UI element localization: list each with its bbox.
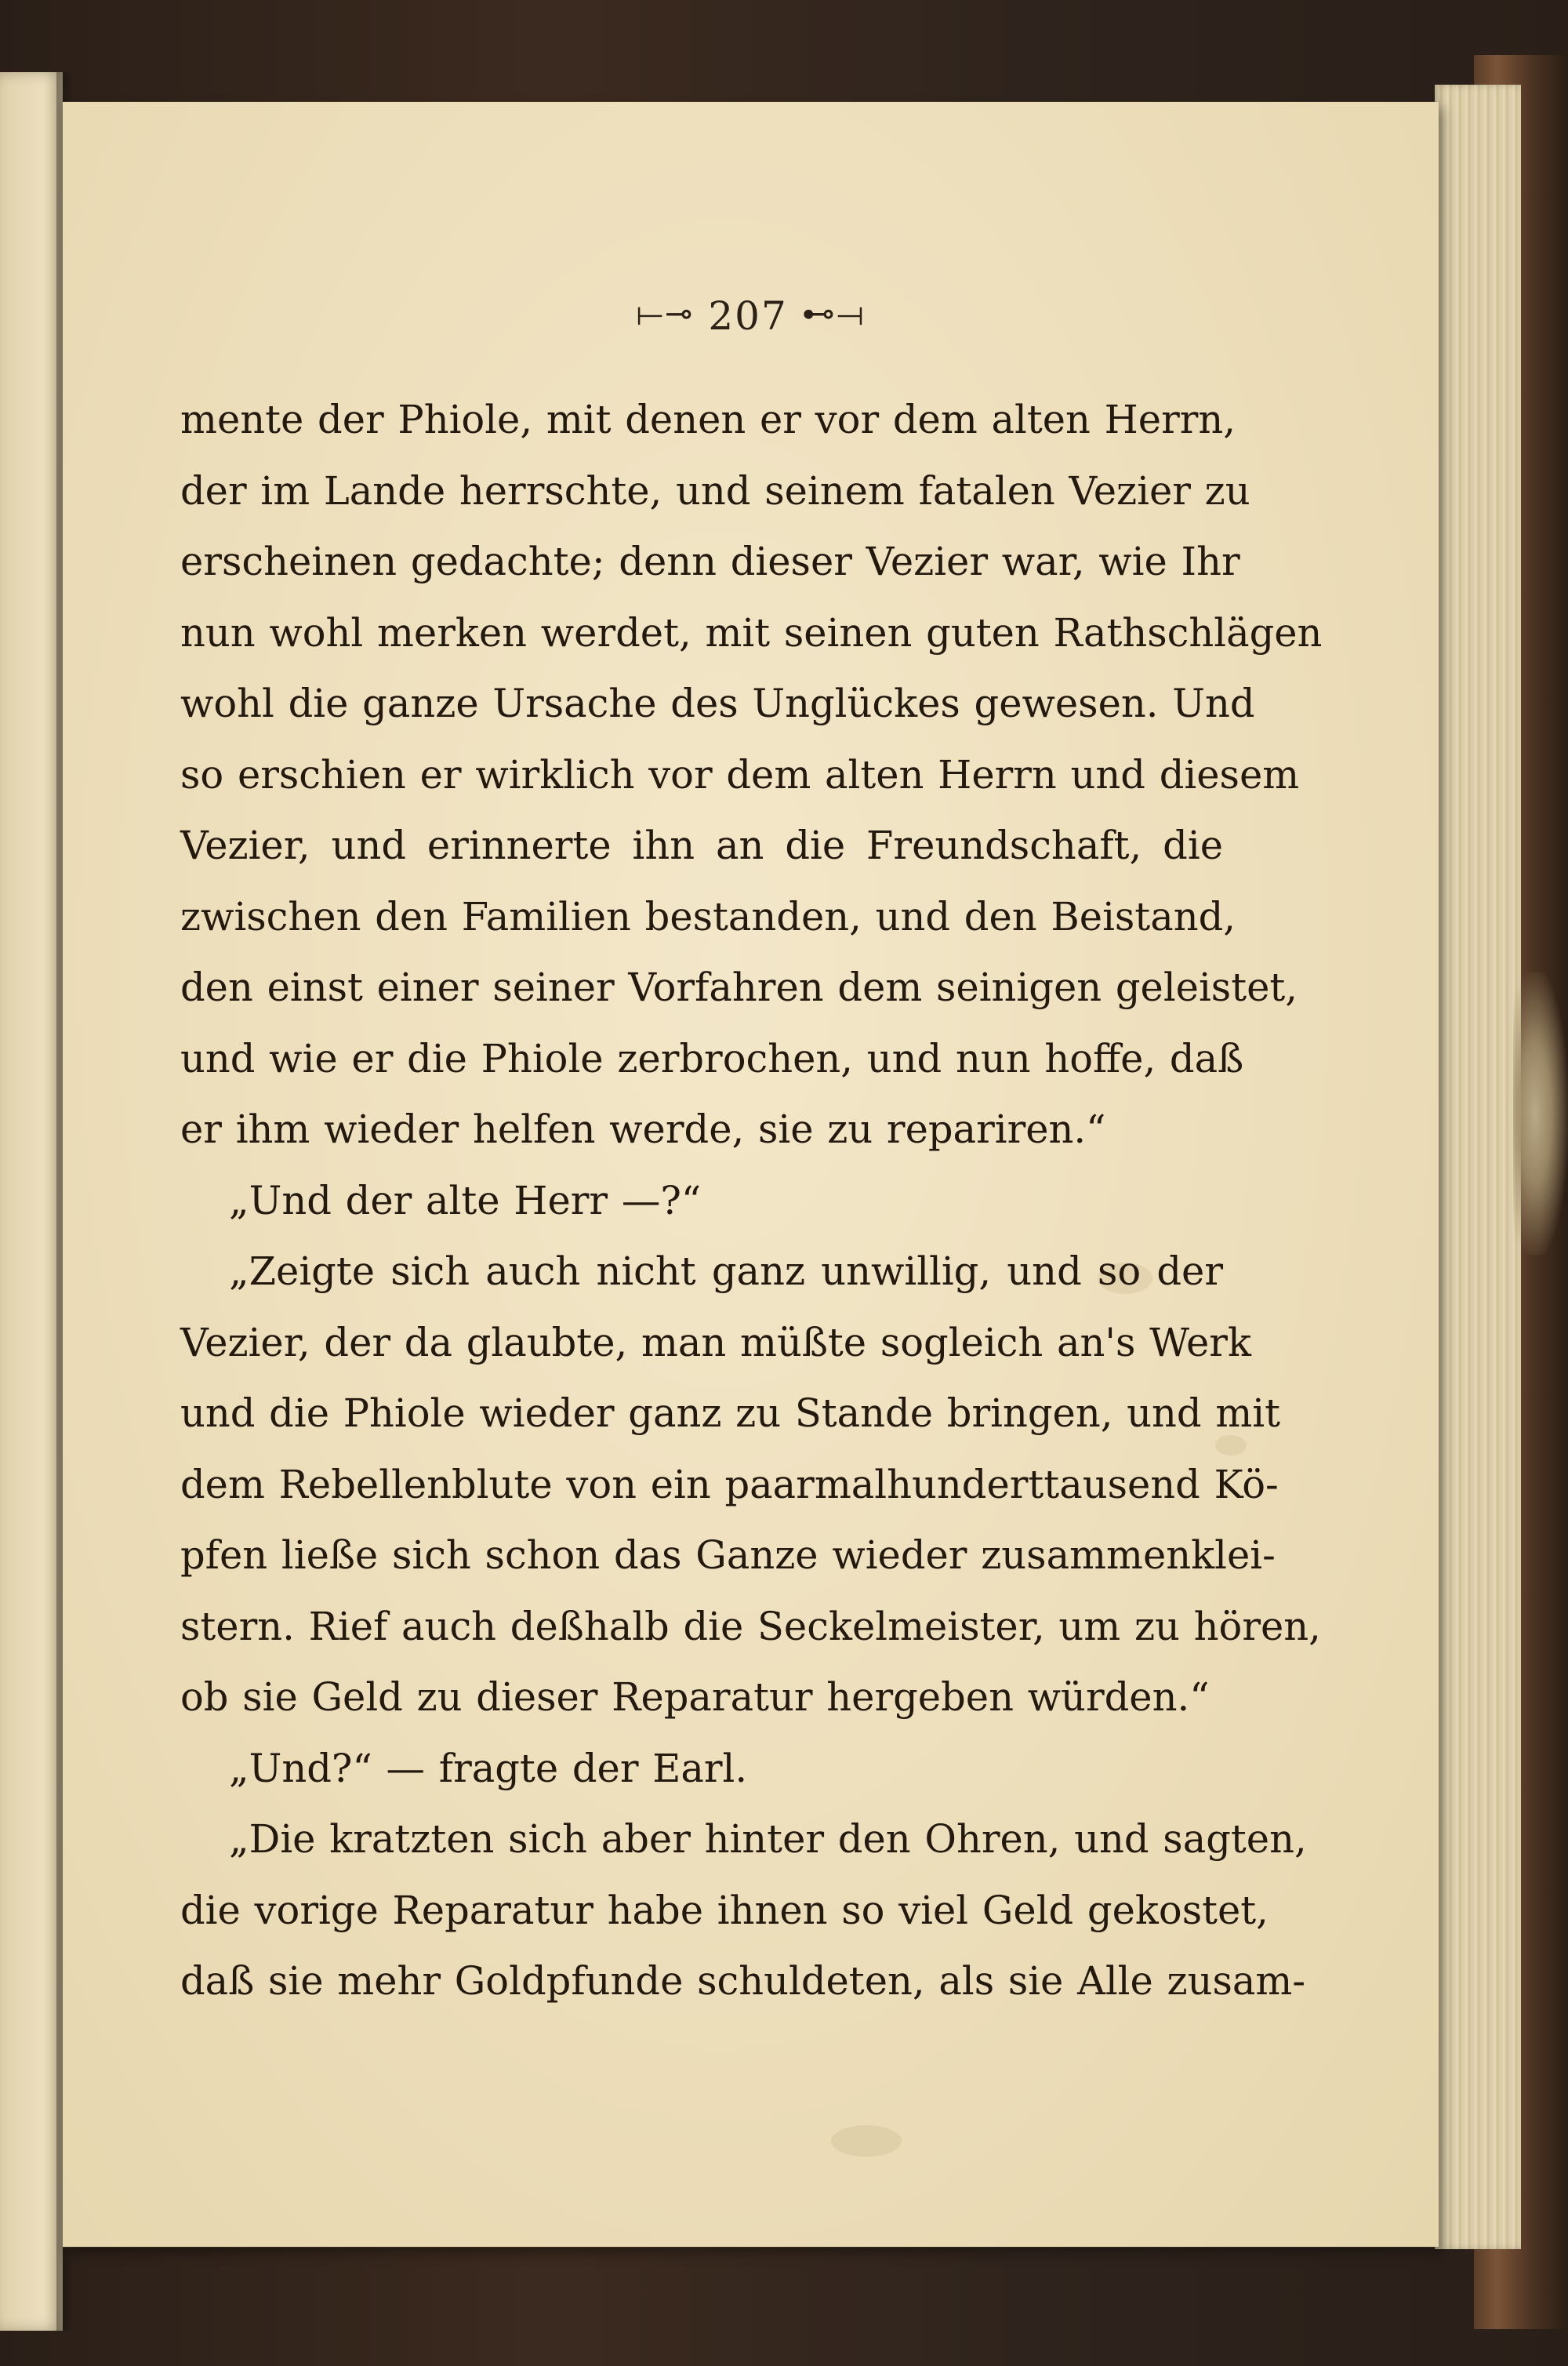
text-line: Vezier, der da glaubte, man müßte sogleich an's Werk bbox=[180, 1319, 1251, 1365]
text-line: zwischen den Familien bestanden, und den Beistand, bbox=[180, 893, 1236, 939]
text-line: „Zeigte sich auch nicht ganz unwillig, und so der bbox=[229, 1248, 1223, 1294]
text-line: so erschien er wirklich vor dem alten Herrn und diesem bbox=[180, 751, 1300, 798]
header-ornament-right: ⊷⟞ bbox=[801, 294, 866, 333]
text-line: der im Lande herrschte, und seinem fatalen Vezier zu bbox=[180, 467, 1250, 514]
previous-page-edge bbox=[0, 72, 63, 2331]
text-line: dem Rebellenblute von ein paarmalhunderttausend Kö- bbox=[180, 1461, 1279, 1507]
paper-spot bbox=[831, 2125, 902, 2157]
text-line: er ihm wieder helfen werde, sie zu repariren.“ bbox=[180, 1107, 1106, 1152]
text-line: daß sie mehr Goldpfunde schuldeten, als sie Alle zusam- bbox=[180, 1958, 1306, 2004]
text-line: den einst einer seiner Vorfahren dem seinigen geleistet, bbox=[180, 965, 1298, 1010]
page-number: 207 bbox=[708, 293, 788, 339]
text-line: ob sie Geld zu dieser Reparatur hergeben würden.“ bbox=[180, 1674, 1210, 1720]
text-line: pfen ließe sich schon das Ganze wieder zusammenklei- bbox=[180, 1532, 1276, 1578]
text-line: die vorige Reparatur habe ihnen so viel Geld gekostet, bbox=[180, 1887, 1269, 1933]
cover-wear bbox=[1513, 972, 1568, 1255]
text-line: stern. Rief auch deßhalb die Seckelmeister, um zu hören, bbox=[180, 1603, 1321, 1649]
text-line: Vezier, und erinnerte ihn an die Freundschaft, die bbox=[180, 823, 1223, 868]
text-line: nun wohl merken werdet, mit seinen guten Rathschlägen bbox=[180, 609, 1323, 656]
text-line: „Und?“ — fragte der Earl. bbox=[229, 1745, 748, 1791]
header-ornament-left: ⟝⊸ bbox=[636, 294, 695, 333]
text-line: und die Phiole wieder ganz zu Stande bringen, und mit bbox=[180, 1390, 1281, 1436]
page-header bbox=[63, 293, 1439, 339]
book-page bbox=[63, 102, 1439, 2247]
text-line: erscheinen gedachte; denn dieser Vezier war, wie Ihr bbox=[180, 539, 1240, 584]
text-line: mente der Phiole, mit denen er vor dem alten Herrn, bbox=[180, 397, 1236, 442]
page-body bbox=[180, 384, 1323, 2017]
text-line: und wie er die Phiole zerbrochen, und nun hoffe, daß bbox=[180, 1035, 1244, 1081]
text-line: „Und der alte Herr —?“ bbox=[229, 1177, 702, 1223]
text-line: „Die kratzten sich aber hinter den Ohren, und sagten, bbox=[229, 1816, 1307, 1862]
page-stack bbox=[1435, 85, 1521, 2249]
text-line: wohl die ganze Ursache des Unglückes gewesen. Und bbox=[180, 681, 1255, 726]
